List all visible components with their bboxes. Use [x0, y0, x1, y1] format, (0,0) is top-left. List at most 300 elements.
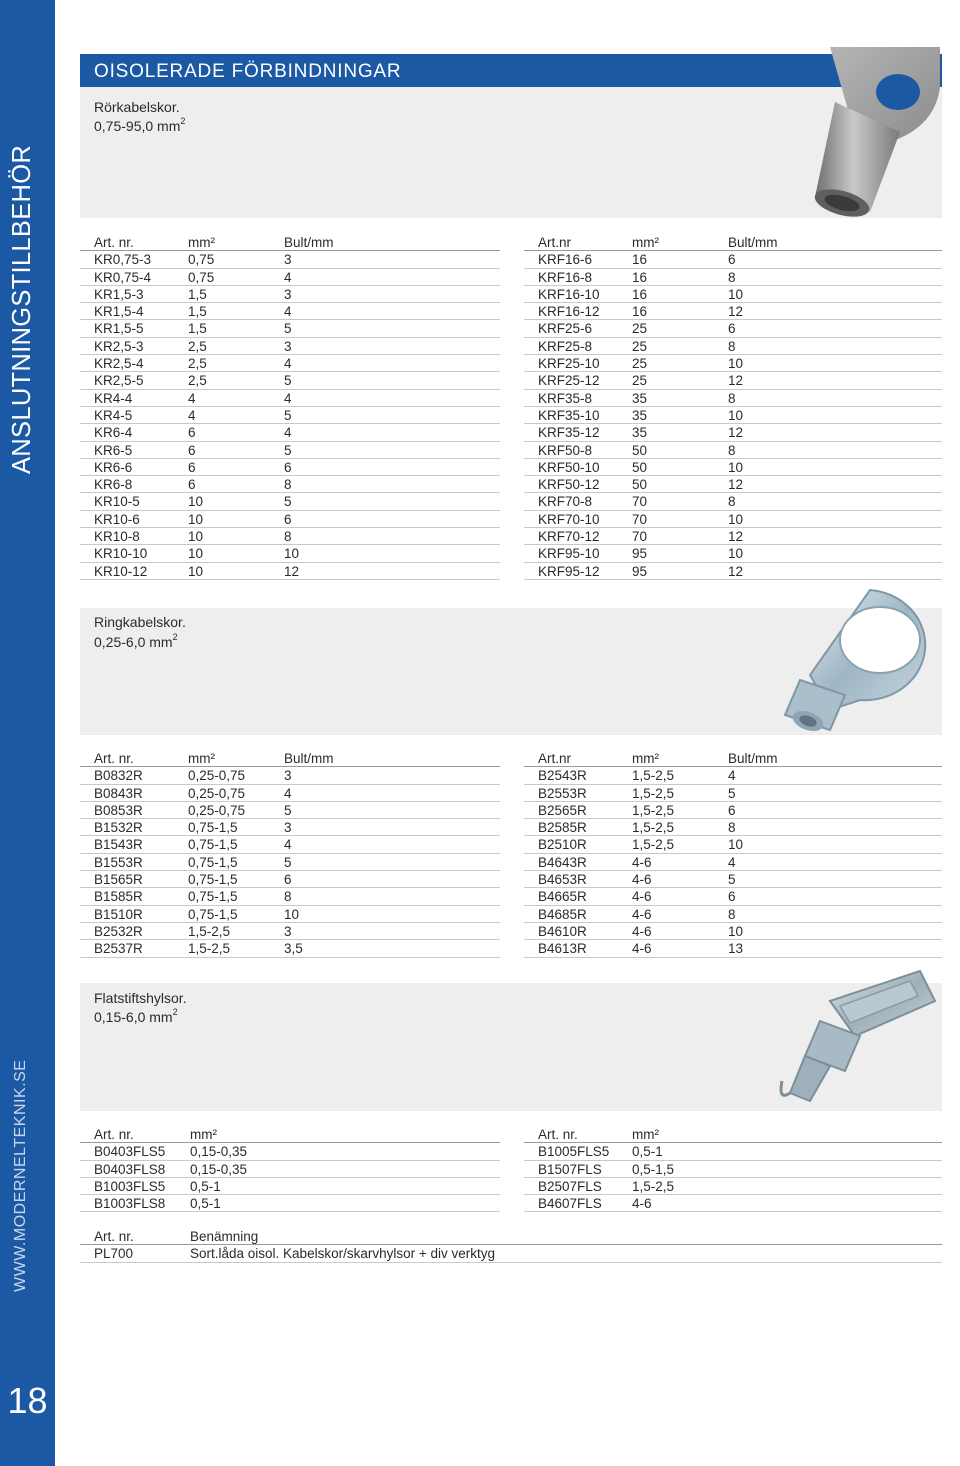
- table-cell: 10: [188, 494, 204, 510]
- table-cell: KR2,5-3: [94, 338, 144, 354]
- table-row: [80, 493, 500, 510]
- column-header: Art.nr: [538, 235, 572, 250]
- table-cell: 1,5-2,5: [632, 1178, 675, 1194]
- table-cell: 1,5-2,5: [632, 837, 675, 853]
- table-cell: 70: [632, 494, 648, 510]
- table-cell: KRF25-12: [538, 373, 600, 389]
- table-cell: 0,75-1,5: [188, 872, 238, 888]
- table-row: [524, 320, 942, 337]
- table-cell: 10: [728, 286, 744, 302]
- table-cell: 12: [728, 529, 744, 545]
- table-cell: B4610R: [538, 923, 587, 939]
- table-cell: 13: [728, 941, 744, 957]
- table-cell: B2532R: [94, 923, 143, 939]
- table-header-row: [524, 1126, 942, 1143]
- table-row: [524, 286, 942, 303]
- table-row: [524, 854, 942, 871]
- website-url: WWW.MODERNELTEKNIK.SE: [12, 1059, 29, 1292]
- table-cell: B4653R: [538, 872, 587, 888]
- table-row: [524, 407, 942, 424]
- table-header-row: [80, 750, 500, 767]
- table-cell: 25: [632, 356, 648, 372]
- table-cell: KRF70-12: [538, 529, 600, 545]
- table-cell: 4-6: [632, 906, 652, 922]
- table-cell: 8: [284, 889, 292, 905]
- table-row: [80, 802, 500, 819]
- column-header: Bult/mm: [284, 235, 334, 250]
- table-cell: 25: [632, 338, 648, 354]
- column-header: Benämning: [190, 1229, 259, 1244]
- table-cell: 5: [284, 321, 292, 337]
- table-cell: 1,5-2,5: [632, 802, 675, 818]
- table-cell: 12: [728, 373, 744, 389]
- table-row: [80, 888, 500, 905]
- table-cell: 1,5-2,5: [632, 785, 675, 801]
- table-row: [80, 1178, 500, 1195]
- table-cell: KR10-10: [94, 546, 148, 562]
- table-cell: KRF50-10: [538, 459, 600, 475]
- table-cell: 10: [188, 563, 204, 579]
- table-cell: B4665R: [538, 889, 587, 905]
- table-cell: 5: [284, 442, 292, 458]
- flat-pin-sleeve-icon: [760, 961, 940, 1111]
- table-cell: KRF70-8: [538, 494, 593, 510]
- table-cell: KRF16-12: [538, 304, 600, 320]
- tube-lug-panel: [80, 87, 942, 218]
- table-cell: 5: [284, 407, 292, 423]
- table-cell: 0,15-0,35: [190, 1161, 248, 1177]
- table-cell: 8: [728, 390, 736, 406]
- section-title: Rörkabelskor.: [94, 99, 180, 115]
- table-cell: B4607FLS: [538, 1196, 602, 1212]
- table-cell: KR6-8: [94, 477, 133, 493]
- table-cell: B4685R: [538, 906, 587, 922]
- table-cell: 8: [728, 494, 736, 510]
- table-cell: 12: [728, 304, 744, 320]
- table-cell: KRF35-12: [538, 425, 600, 441]
- table-row: [80, 1245, 942, 1262]
- table-cell: 10: [728, 459, 744, 475]
- column-header: mm²: [632, 235, 659, 250]
- table-cell: 4: [728, 768, 736, 784]
- tube-lug-table-left: [80, 234, 500, 580]
- table-cell: 8: [284, 529, 292, 545]
- table-cell: 16: [632, 252, 648, 268]
- table-cell: 0,75-1,5: [188, 837, 238, 853]
- table-cell: 12: [284, 563, 300, 579]
- table-row: [524, 836, 942, 853]
- table-cell: B2537R: [94, 941, 143, 957]
- table-cell: 4: [188, 407, 196, 423]
- table-cell: B4613R: [538, 941, 587, 957]
- table-cell: 5: [284, 494, 292, 510]
- section-range: 0,75-95,0 $mm^2$: [94, 116, 186, 134]
- table-header-row: [524, 750, 942, 767]
- table-row: [80, 476, 500, 493]
- table-cell: 0,75-1,5: [188, 854, 238, 870]
- table-row: [80, 836, 500, 853]
- column-header: mm²: [188, 235, 215, 250]
- table-cell: KR10-12: [94, 563, 148, 579]
- table-cell: 35: [632, 425, 648, 441]
- table-cell: KRF35-8: [538, 390, 593, 406]
- table-cell: 0,75: [188, 252, 215, 268]
- ring-lug-table-left: [80, 750, 500, 958]
- table-cell: 4-6: [632, 923, 652, 939]
- column-header: Art. nr.: [94, 1229, 134, 1244]
- table-row: [524, 269, 942, 286]
- table-row: [80, 785, 500, 802]
- table-cell: 4-6: [632, 872, 652, 888]
- table-cell: 8: [728, 906, 736, 922]
- table-cell: 1,5-2,5: [632, 768, 675, 784]
- ring-lug-table-right: [524, 750, 942, 958]
- table-row: [80, 819, 500, 836]
- table-cell: KRF95-10: [538, 546, 600, 562]
- column-header: mm²: [188, 751, 215, 766]
- table-cell: 12: [728, 477, 744, 493]
- sidebar: [0, 0, 55, 1466]
- table-row: [80, 355, 500, 372]
- table-row: [80, 767, 500, 784]
- table-row: [524, 545, 942, 562]
- table-cell: 16: [632, 304, 648, 320]
- table-cell: KR2,5-4: [94, 356, 144, 372]
- table-row: [524, 906, 942, 923]
- table-cell: 6: [728, 252, 736, 268]
- table-cell: 8: [728, 442, 736, 458]
- table-cell: 8: [728, 820, 736, 836]
- column-header: mm²: [632, 751, 659, 766]
- table-row: [80, 286, 500, 303]
- table-row: [80, 372, 500, 389]
- table-cell: KRF25-6: [538, 321, 593, 337]
- table-cell: KR6-4: [94, 425, 133, 441]
- table-cell: 6: [188, 425, 196, 441]
- table-row: [524, 1178, 942, 1195]
- table-cell: 3: [284, 820, 292, 836]
- table-cell: 6: [284, 872, 292, 888]
- table-cell: 0,5-1: [190, 1196, 221, 1212]
- table-row: [80, 459, 500, 476]
- table-row: [80, 854, 500, 871]
- table-row: [524, 251, 942, 268]
- table-cell: 70: [632, 511, 648, 527]
- table-cell: 3: [284, 923, 292, 939]
- ring-cable-lug-icon: [770, 580, 940, 740]
- table-row: [524, 493, 942, 510]
- table-cell: 0,75-1,5: [188, 906, 238, 922]
- section-title: Flatstiftshylsor.: [94, 990, 187, 1006]
- table-cell: 0,5-1: [190, 1178, 221, 1194]
- table-row: [80, 1195, 500, 1212]
- table-cell: B1553R: [94, 854, 143, 870]
- page-number: 18: [7, 1380, 48, 1421]
- table-cell: 5: [284, 854, 292, 870]
- table-row: [80, 1161, 500, 1178]
- table-cell: 4-6: [632, 1196, 652, 1212]
- table-cell: 25: [632, 321, 648, 337]
- table-cell: 0,25-0,75: [188, 768, 246, 784]
- table-row: [524, 476, 942, 493]
- table-cell: 10: [728, 407, 744, 423]
- table-cell: 3: [284, 286, 292, 302]
- table-cell: 4-6: [632, 889, 652, 905]
- table-cell: 0,15-0,35: [190, 1144, 248, 1160]
- table-cell: 4: [284, 785, 292, 801]
- table-cell: KRF50-12: [538, 477, 600, 493]
- table-cell: B1532R: [94, 820, 143, 836]
- table-cell: 12: [728, 425, 744, 441]
- table-row: [80, 1143, 500, 1160]
- table-cell: KR6-5: [94, 442, 133, 458]
- table-cell: B0843R: [94, 785, 143, 801]
- table-cell: KRF95-12: [538, 563, 600, 579]
- table-row: [524, 888, 942, 905]
- table-cell: 6: [728, 889, 736, 905]
- table-row: [80, 923, 500, 940]
- table-cell: B2507FLS: [538, 1178, 602, 1194]
- table-cell: KR0,75-3: [94, 252, 152, 268]
- table-cell: KR0,75-4: [94, 269, 152, 285]
- column-header: mm²: [632, 1127, 659, 1142]
- table-cell: KR10-8: [94, 529, 140, 545]
- table-cell: 3: [284, 768, 292, 784]
- table-header-row: [80, 1126, 500, 1143]
- table-cell: 4: [284, 269, 292, 285]
- table-cell: 6: [188, 477, 196, 493]
- table-cell: KRF25-10: [538, 356, 600, 372]
- table-cell: 4: [728, 854, 736, 870]
- table-cell: 6: [284, 511, 292, 527]
- table-cell: 5: [284, 802, 292, 818]
- table-cell: KR1,5-4: [94, 304, 144, 320]
- table-cell: 10: [728, 923, 744, 939]
- table-header-row: [80, 234, 500, 251]
- table-row: [80, 407, 500, 424]
- table-cell: 0,75-1,5: [188, 820, 238, 836]
- table-cell: 25: [632, 373, 648, 389]
- table-cell: 0,75: [188, 269, 215, 285]
- table-cell: 6: [728, 321, 736, 337]
- table-cell: 4-6: [632, 854, 652, 870]
- table-cell: KRF70-10: [538, 511, 600, 527]
- table-cell: B2543R: [538, 768, 587, 784]
- table-cell: KR6-6: [94, 459, 133, 475]
- table-cell: 3: [284, 252, 292, 268]
- section-range: 0,15-6,0 $mm^2$: [94, 1007, 178, 1025]
- column-header: Art. nr.: [94, 751, 134, 766]
- table-cell: 10: [188, 511, 204, 527]
- table-cell: B2553R: [538, 785, 587, 801]
- table-cell: KRF16-10: [538, 286, 600, 302]
- table-cell: 0,5-1,5: [632, 1161, 675, 1177]
- table-cell: 50: [632, 459, 648, 475]
- table-cell: 6: [188, 459, 196, 475]
- table-cell: 5: [728, 872, 736, 888]
- table-cell: 1,5-2,5: [188, 941, 231, 957]
- table-cell: KRF16-8: [538, 269, 593, 285]
- flat-pin-table-left: [80, 1126, 500, 1212]
- table-cell: B1510R: [94, 906, 143, 922]
- column-header: Bult/mm: [284, 751, 334, 766]
- table-row: [524, 802, 942, 819]
- table-cell: 1,5-2,5: [188, 923, 231, 939]
- table-cell: 5: [284, 373, 292, 389]
- table-row: [524, 767, 942, 784]
- table-cell: 1,5: [188, 286, 207, 302]
- table-cell: PL700: [94, 1246, 134, 1262]
- table-row: [80, 871, 500, 888]
- table-row: [524, 1143, 942, 1160]
- table-row: [524, 923, 942, 940]
- table-cell: B2585R: [538, 820, 587, 836]
- table-cell: KRF35-10: [538, 407, 600, 423]
- table-cell: 35: [632, 407, 648, 423]
- page-title: OISOLERADE FÖRBINDNINGAR: [94, 61, 402, 82]
- table-row: [80, 303, 500, 320]
- table-cell: 2,5: [188, 338, 207, 354]
- table-row: [524, 390, 942, 407]
- table-header-row: [80, 1228, 942, 1245]
- table-row: [80, 528, 500, 545]
- table-cell: B1543R: [94, 837, 143, 853]
- table-cell: KR1,5-3: [94, 286, 144, 302]
- table-row: [80, 390, 500, 407]
- ring-lug-panel: [80, 608, 942, 735]
- table-cell: 6: [188, 442, 196, 458]
- table-cell: 0,25-0,75: [188, 802, 246, 818]
- table-cell: 35: [632, 390, 648, 406]
- column-header: Art. nr.: [94, 1127, 134, 1142]
- table-cell: 3: [284, 338, 292, 354]
- table-cell: 8: [728, 338, 736, 354]
- table-cell: 4: [284, 425, 292, 441]
- table-row: [80, 906, 500, 923]
- table-row: [80, 545, 500, 562]
- tube-lug-table-right: [524, 234, 942, 580]
- table-cell: B0403FLS8: [94, 1161, 166, 1177]
- table-cell: 0,75-1,5: [188, 889, 238, 905]
- table-row: [524, 424, 942, 441]
- tube-cable-lug-icon: [740, 47, 940, 217]
- table-row: [80, 251, 500, 268]
- table-cell: 50: [632, 477, 648, 493]
- table-cell: B2565R: [538, 802, 587, 818]
- table-cell: B2510R: [538, 837, 587, 853]
- table-cell: 1,5-2,5: [632, 820, 675, 836]
- table-row: [524, 459, 942, 476]
- table-cell: 4: [284, 390, 292, 406]
- table-row: [80, 563, 500, 580]
- table-row: [80, 424, 500, 441]
- table-cell: B0403FLS5: [94, 1144, 166, 1160]
- table-row: [524, 442, 942, 459]
- table-row: [524, 785, 942, 802]
- table-cell: 8: [728, 269, 736, 285]
- table-cell: B1565R: [94, 872, 143, 888]
- table-cell: 10: [284, 546, 300, 562]
- table-row: [524, 372, 942, 389]
- flat-pin-table-right: [524, 1126, 942, 1212]
- table-cell: B1003FLS5: [94, 1178, 166, 1194]
- table-cell: 95: [632, 563, 648, 579]
- table-cell: B4643R: [538, 854, 587, 870]
- table-row: [80, 338, 500, 355]
- table-cell: 0,5-1: [632, 1144, 663, 1160]
- table-cell: B1005FLS5: [538, 1144, 610, 1160]
- table-cell: Sort.låda oisol. Kabelskor/skarvhylsor + div verktyg: [190, 1246, 496, 1262]
- table-row: [524, 528, 942, 545]
- table-row: [80, 511, 500, 528]
- table-cell: KR4-4: [94, 390, 133, 406]
- table-cell: 50: [632, 442, 648, 458]
- table-cell: 4: [284, 304, 292, 320]
- table-row: [524, 1161, 942, 1178]
- table-cell: KR1,5-5: [94, 321, 144, 337]
- column-header: Art. nr.: [94, 235, 134, 250]
- table-cell: 1,5: [188, 321, 207, 337]
- table-cell: 16: [632, 269, 648, 285]
- table-cell: KR10-5: [94, 494, 140, 510]
- table-row: [80, 320, 500, 337]
- table-cell: 8: [284, 477, 292, 493]
- table-cell: KR10-6: [94, 511, 140, 527]
- table-cell: 70: [632, 529, 648, 545]
- table-row: [524, 338, 942, 355]
- table-cell: 4-6: [632, 941, 652, 957]
- table-cell: 4: [188, 390, 196, 406]
- table-cell: B0832R: [94, 768, 143, 784]
- table-cell: 10: [728, 837, 744, 853]
- table-cell: 5: [728, 785, 736, 801]
- table-row: [80, 269, 500, 286]
- table-cell: KRF50-8: [538, 442, 593, 458]
- table-cell: 2,5: [188, 373, 207, 389]
- table-row: [524, 511, 942, 528]
- table-cell: B1003FLS8: [94, 1196, 166, 1212]
- table-cell: 10: [188, 546, 204, 562]
- table-cell: B1585R: [94, 889, 143, 905]
- section-range: 0,25-6,0 $mm^2$: [94, 632, 178, 650]
- table-cell: 16: [632, 286, 648, 302]
- table-row: [524, 871, 942, 888]
- table-cell: 6: [284, 459, 292, 475]
- table-cell: 4: [284, 837, 292, 853]
- table-cell: KRF16-6: [538, 252, 593, 268]
- flat-pin-panel: [80, 983, 942, 1111]
- table-cell: 10: [728, 546, 744, 562]
- table-cell: KR4-5: [94, 407, 133, 423]
- table-cell: 0,25-0,75: [188, 785, 246, 801]
- table-cell: KRF25-8: [538, 338, 593, 354]
- table-cell: 12: [728, 563, 744, 579]
- table-cell: 10: [728, 356, 744, 372]
- column-header: Art.nr: [538, 751, 572, 766]
- table-cell: 2,5: [188, 356, 207, 372]
- table-cell: KR2,5-5: [94, 373, 144, 389]
- table-header-row: [524, 234, 942, 251]
- table-row: [524, 563, 942, 580]
- section-title: Ringkabelskor.: [94, 614, 186, 630]
- table-cell: 6: [728, 802, 736, 818]
- sidebar-title: ANSLUTNINGSTILLBEHÖR: [8, 144, 36, 474]
- column-header: Bult/mm: [728, 751, 778, 766]
- table-row: [80, 442, 500, 459]
- table-cell: 10: [188, 529, 204, 545]
- table-row: [524, 1195, 942, 1212]
- table-row: [80, 940, 500, 957]
